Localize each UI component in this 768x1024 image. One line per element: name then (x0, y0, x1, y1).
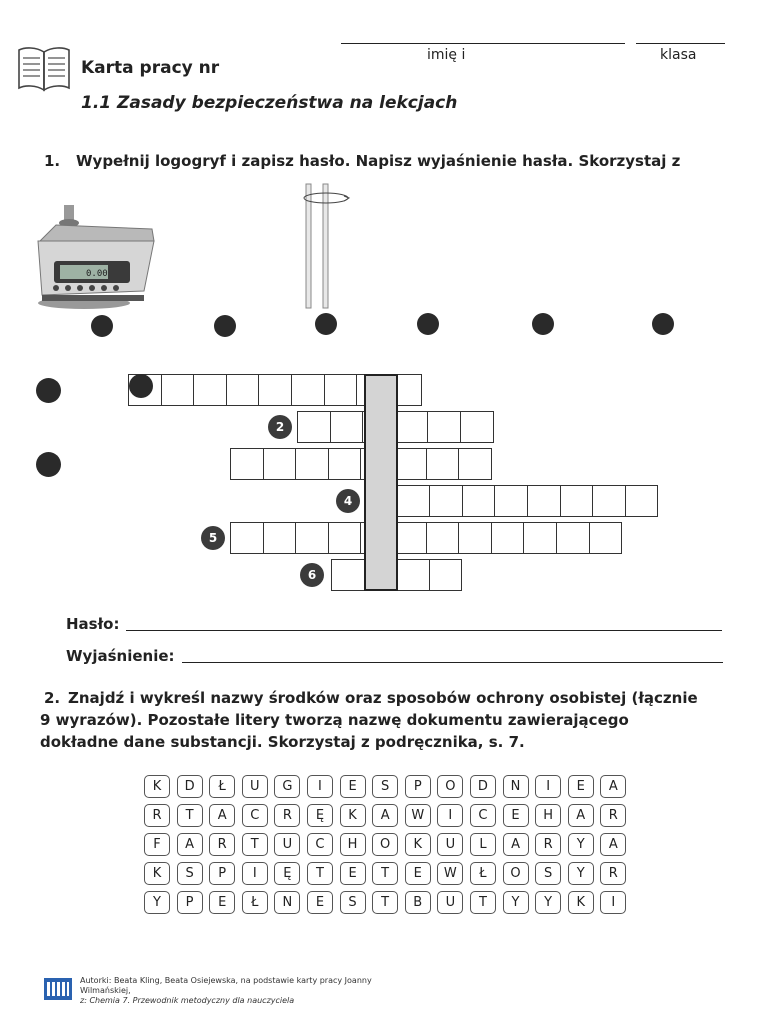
letter-cell[interactable]: B (405, 891, 431, 914)
letter-cell[interactable]: D (470, 775, 496, 798)
letter-cell[interactable]: E (307, 891, 333, 914)
task2-line: Znajdź i wykreśl nazwy środków oraz sposobów ochrony osobistej (łącznie (68, 689, 698, 707)
letter-cell[interactable]: Ł (470, 862, 496, 885)
crossword-cell[interactable] (427, 411, 461, 443)
letter-cell[interactable]: S (177, 862, 203, 885)
letter-cell[interactable]: K (340, 804, 366, 827)
letter-cell[interactable]: R (535, 833, 561, 856)
letter-cell[interactable]: E (209, 891, 235, 914)
letter-cell[interactable]: A (600, 833, 626, 856)
letter-cell[interactable]: T (470, 891, 496, 914)
crossword-cell[interactable] (295, 448, 329, 480)
letter-cell[interactable]: O (503, 862, 529, 885)
grid-row (144, 891, 633, 914)
row-number-2: 2 (268, 415, 292, 439)
grid-row (144, 775, 633, 798)
crossword-cell[interactable] (330, 411, 364, 443)
letter-cell[interactable]: E (340, 775, 366, 798)
crossword-cell[interactable] (328, 448, 362, 480)
letter-cell[interactable]: K (144, 862, 170, 885)
letter-cell[interactable]: K (144, 775, 170, 798)
crossword-cell[interactable] (458, 522, 492, 554)
task2-number: 2. (44, 689, 61, 707)
class-line[interactable] (636, 43, 725, 44)
crossword-cell[interactable] (560, 485, 594, 517)
crossword-cell[interactable] (230, 522, 264, 554)
crossword-cell[interactable] (324, 374, 358, 406)
grid-row (144, 804, 633, 827)
task2-text-cont (40, 709, 740, 753)
row-number-6: 6 (300, 563, 324, 587)
letter-cell[interactable]: O (437, 775, 463, 798)
letter-cell[interactable]: P (209, 862, 235, 885)
letter-cell[interactable]: Y (535, 891, 561, 914)
task2-line: 9 wyrazów). Pozostałe litery tworzą nazwę dokumentu zawierającego (40, 711, 629, 729)
crossword-cell[interactable] (161, 374, 195, 406)
crossword-cell[interactable] (297, 411, 331, 443)
letter-cell[interactable]: W (405, 804, 431, 827)
book-icon (16, 44, 72, 98)
letter-cell[interactable]: U (242, 775, 268, 798)
letter-cell[interactable]: A (503, 833, 529, 856)
crossword-cell[interactable] (226, 374, 260, 406)
picture-dot (315, 313, 337, 335)
letter-cell[interactable]: O (372, 833, 398, 856)
letter-cell[interactable]: U (274, 833, 300, 856)
password-column[interactable] (364, 374, 398, 591)
letter-cell[interactable]: C (307, 833, 333, 856)
row-number-5: 5 (201, 526, 225, 550)
crossword-cell[interactable] (556, 522, 590, 554)
letter-cell[interactable]: S (372, 775, 398, 798)
worksheet-subtitle: 1.1 Zasady bezpieczeństwa na lekcjach (81, 93, 458, 113)
crossword-cell[interactable] (527, 485, 561, 517)
letter-cell[interactable]: G (274, 775, 300, 798)
letter-cell[interactable]: Y (144, 891, 170, 914)
task1-text: Wypełnij logogryf i zapisz hasło. Napisz wyjaśnienie hasła. Skorzystaj z (76, 152, 681, 170)
task1-number: 1. (44, 152, 61, 170)
letter-cell[interactable]: T (372, 891, 398, 914)
crossword-cell[interactable] (295, 522, 329, 554)
svg-text:0.00: 0.00 (86, 269, 108, 279)
picture-dot (417, 313, 439, 335)
letter-cell[interactable]: S (340, 891, 366, 914)
row-dot (36, 452, 61, 477)
crossword-cell[interactable] (393, 448, 427, 480)
letter-cell[interactable]: A (600, 775, 626, 798)
crossword-cell[interactable] (426, 522, 460, 554)
row-dot (129, 374, 153, 398)
footer-line: Autorki: Beata Kling, Beata Osiejewska, na podstawie karty pracy Joanny (80, 976, 372, 985)
letter-cell[interactable]: P (405, 775, 431, 798)
crossword-cell[interactable] (397, 485, 431, 517)
haslo-label: Hasło: (66, 615, 120, 633)
letter-cell[interactable]: Y (568, 833, 594, 856)
crossword-row-3 (230, 448, 492, 480)
grid-row (144, 833, 633, 856)
crossword-cell[interactable] (429, 485, 463, 517)
row-dot (36, 378, 61, 403)
picture-dot (652, 313, 674, 335)
letter-cell[interactable]: R (600, 862, 626, 885)
letter-cell[interactable]: F (144, 833, 170, 856)
letter-cell[interactable]: N (274, 891, 300, 914)
name-line[interactable] (341, 43, 625, 44)
footer-authors (80, 976, 400, 1006)
crossword-cell[interactable] (331, 559, 365, 591)
letter-cell[interactable]: I (535, 775, 561, 798)
haslo-input-line[interactable] (126, 630, 722, 631)
crossword-cell[interactable] (592, 485, 626, 517)
letter-cell[interactable]: Y (503, 891, 529, 914)
letter-cell[interactable]: Ł (242, 891, 268, 914)
letter-cell[interactable]: T (177, 804, 203, 827)
letter-cell[interactable]: H (340, 833, 366, 856)
crossword-cell[interactable] (263, 448, 297, 480)
letter-cell[interactable]: R (209, 833, 235, 856)
glass-rods-image (296, 180, 356, 314)
crossword-cell[interactable] (462, 485, 496, 517)
crossword-row-5 (230, 522, 622, 554)
letter-cell[interactable]: A (568, 804, 594, 827)
letter-cell[interactable]: T (372, 862, 398, 885)
letter-cell[interactable]: T (307, 862, 333, 885)
row-number-4: 4 (336, 489, 360, 513)
letter-cell[interactable]: I (600, 891, 626, 914)
picture-dot (214, 315, 236, 337)
letter-grid (144, 775, 633, 920)
crossword-cell[interactable] (291, 374, 325, 406)
publisher-logo (44, 978, 72, 1004)
letter-cell[interactable]: P (177, 891, 203, 914)
letter-cell[interactable]: C (470, 804, 496, 827)
letter-cell[interactable]: S (535, 862, 561, 885)
letter-cell[interactable]: E (503, 804, 529, 827)
letter-cell[interactable]: I (437, 804, 463, 827)
letter-cell[interactable]: K (568, 891, 594, 914)
letter-cell[interactable]: K (405, 833, 431, 856)
crossword-row-4 (364, 485, 658, 517)
footer-line: Wilmańskiej, (80, 986, 131, 995)
crossword-cell[interactable] (460, 411, 494, 443)
letter-cell[interactable]: Ę (307, 804, 333, 827)
crossword-cell[interactable] (429, 559, 463, 591)
wyjasnienie-input-line[interactable] (182, 662, 723, 663)
letter-cell[interactable]: I (307, 775, 333, 798)
grid-row (144, 862, 633, 885)
worksheet-title: Karta pracy nr (81, 58, 220, 78)
crossword-cell[interactable] (458, 448, 492, 480)
letter-cell[interactable]: A (177, 833, 203, 856)
letter-cell[interactable]: Y (568, 862, 594, 885)
letter-cell[interactable]: E (405, 862, 431, 885)
electronic-scale-image (34, 203, 158, 315)
letter-cell[interactable]: L (470, 833, 496, 856)
crossword-cell[interactable] (230, 448, 264, 480)
crossword-cell[interactable] (395, 411, 429, 443)
letter-cell[interactable]: C (242, 804, 268, 827)
letter-cell[interactable]: A (372, 804, 398, 827)
letter-cell[interactable]: N (503, 775, 529, 798)
task2-line: dokładne dane substancji. Skorzystaj z podręcznika, s. 7. (40, 733, 525, 751)
letter-cell[interactable]: Ę (274, 862, 300, 885)
crossword-cell[interactable] (426, 448, 460, 480)
letter-cell[interactable]: E (568, 775, 594, 798)
letter-cell[interactable]: E (340, 862, 366, 885)
crossword-cell[interactable] (328, 522, 362, 554)
name-label: imię i (427, 47, 466, 63)
letter-cell[interactable]: R (274, 804, 300, 827)
crossword-cell[interactable] (263, 522, 297, 554)
letter-cell[interactable]: Ł (209, 775, 235, 798)
crossword-cell[interactable] (258, 374, 292, 406)
crossword-cell[interactable] (589, 522, 623, 554)
crossword-cell[interactable] (625, 485, 659, 517)
letter-cell[interactable]: R (144, 804, 170, 827)
task2-text (68, 687, 758, 709)
letter-cell[interactable]: D (177, 775, 203, 798)
picture-dot (532, 313, 554, 335)
crossword-cell[interactable] (396, 559, 430, 591)
crossword-cell[interactable] (193, 374, 227, 406)
letter-cell[interactable]: T (242, 833, 268, 856)
class-label: klasa (660, 47, 697, 63)
picture-dot (91, 315, 113, 337)
letter-cell[interactable]: U (437, 891, 463, 914)
wyjasnienie-label: Wyjaśnienie: (66, 647, 175, 665)
crossword-cell[interactable] (523, 522, 557, 554)
letter-cell[interactable]: U (437, 833, 463, 856)
letter-cell[interactable]: A (209, 804, 235, 827)
crossword-cell[interactable] (393, 522, 427, 554)
crossword-cell[interactable] (491, 522, 525, 554)
letter-cell[interactable]: I (242, 862, 268, 885)
crossword-cell[interactable] (494, 485, 528, 517)
letter-cell[interactable]: R (600, 804, 626, 827)
footer-line: z: Chemia 7. Przewodnik metodyczny dla nauczyciela (80, 996, 295, 1005)
letter-cell[interactable]: H (535, 804, 561, 827)
letter-cell[interactable]: W (437, 862, 463, 885)
